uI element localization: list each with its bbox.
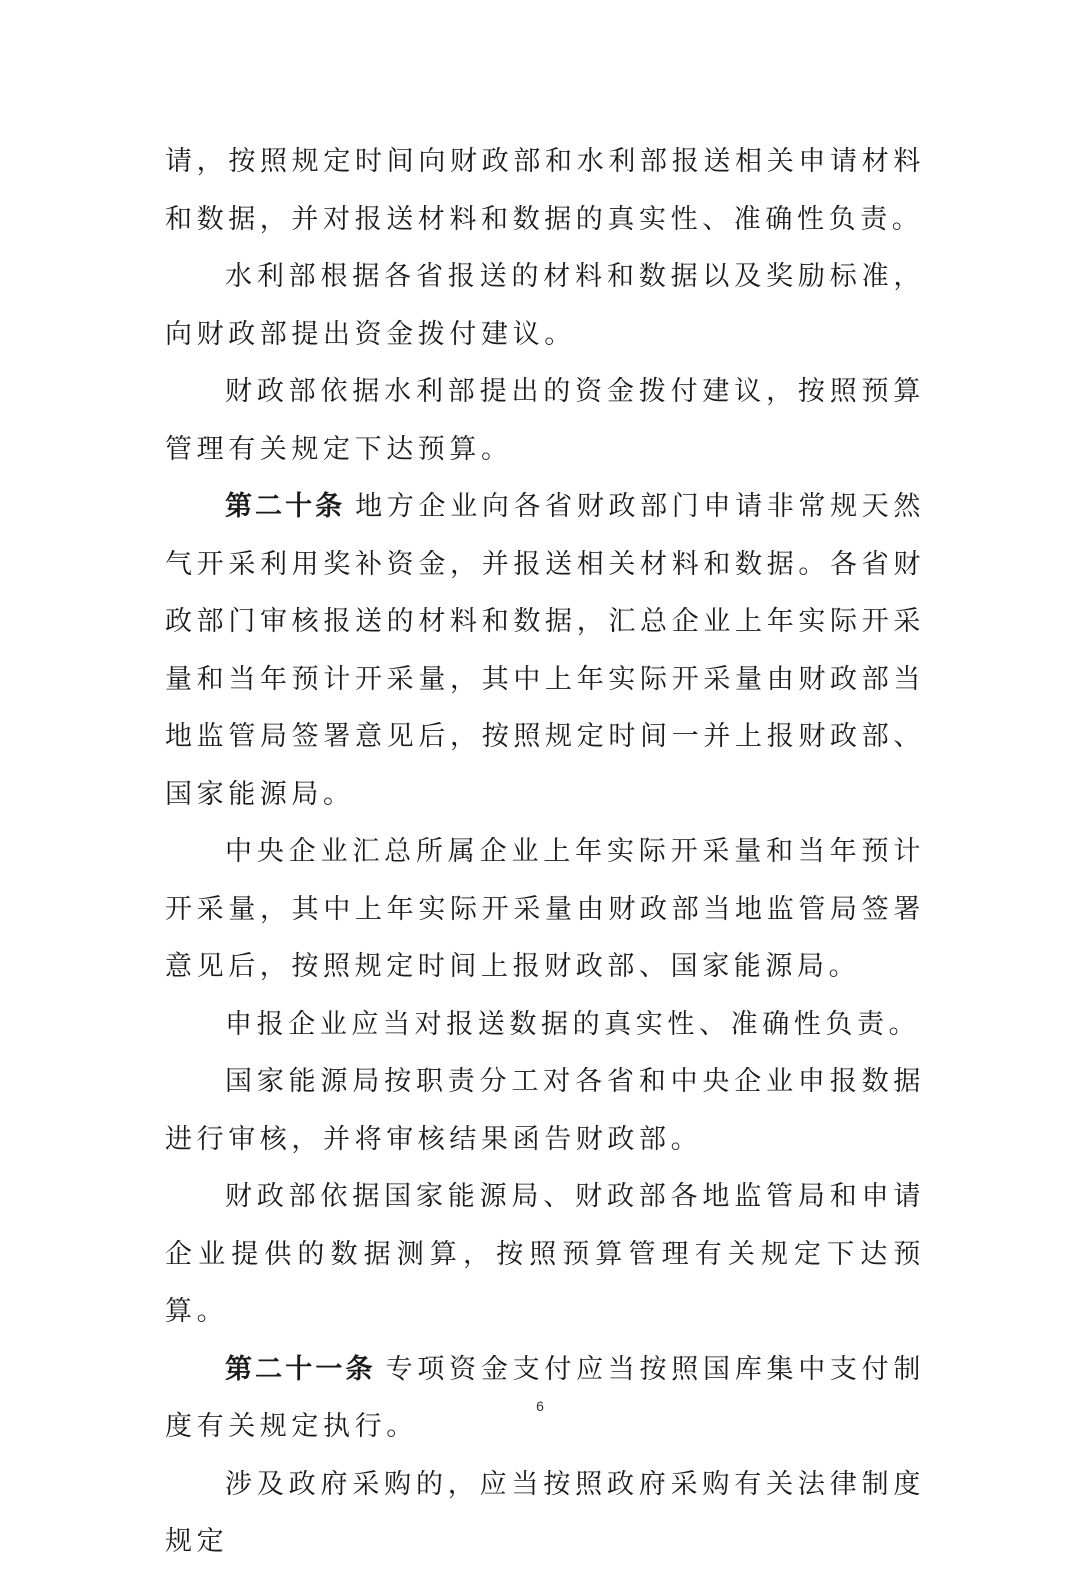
paragraph-8: [165, 1168, 925, 1341]
paragraph-6: [165, 996, 925, 1054]
paragraph-text: 中央企业汇总所属企业上年实际开采量和当年预计开采量，其中上年实际开采量由财政部当地监管局签署意见后，按照规定时间上报财政部、国家能源局。: [165, 836, 925, 982]
paragraph-text: 国家能源局按职责分工对各省和中央企业申报数据进行审核，并将审核结果函告财政部。: [165, 1066, 925, 1155]
paragraph-text: 请，按照规定时间向财政部和水利部报送相关申请材料和数据，并对报送材料和数据的真实性、准确性负责。: [165, 146, 925, 235]
paragraph-text: 地方企业向各省财政部门申请非常规天然气开采利用奖补资金，并报送相关材料和数据。各省财政部门审核报送的材料和数据，汇总企业上年实际开采量和当年预计开采量，其中上年实际开采量由财政部当地监管局签署意见后，按照规定时间一并上报财政部、国家能源局。: [165, 491, 925, 810]
paragraph-text: 涉及政府采购的，应当按照政府采购有关法律制度规定: [165, 1468, 925, 1557]
paragraph-2: [165, 248, 925, 363]
article-heading: 第二十条: [225, 491, 346, 522]
paragraph-text: 专项资金支付应当按照国库集中支付制度有关规定执行。: [165, 1353, 926, 1442]
paragraph-1: [165, 133, 925, 248]
document-body: [165, 133, 925, 1571]
paragraph-5: [165, 823, 925, 996]
article-20-paragraph: [165, 478, 925, 823]
page-number: 6: [536, 1398, 544, 1414]
paragraph-text: 水利部根据各省报送的材料和数据以及奖励标准，向财政部提出资金拨付建议。: [165, 261, 925, 350]
paragraph-text: 财政部依据国家能源局、财政部各地监管局和申请企业提供的数据测算，按照预算管理有关规定下达预算。: [165, 1181, 925, 1327]
paragraph-text: 财政部依据水利部提出的资金拨付建议，按照预算管理有关规定下达预算。: [165, 376, 925, 465]
article-heading: 第二十一条: [225, 1353, 376, 1385]
paragraph-3: [165, 363, 925, 478]
paragraph-text: 申报企业应当对报送数据的真实性、准确性负责。: [225, 1008, 921, 1040]
paragraph-7: [165, 1053, 925, 1168]
paragraph-10: [165, 1456, 925, 1571]
